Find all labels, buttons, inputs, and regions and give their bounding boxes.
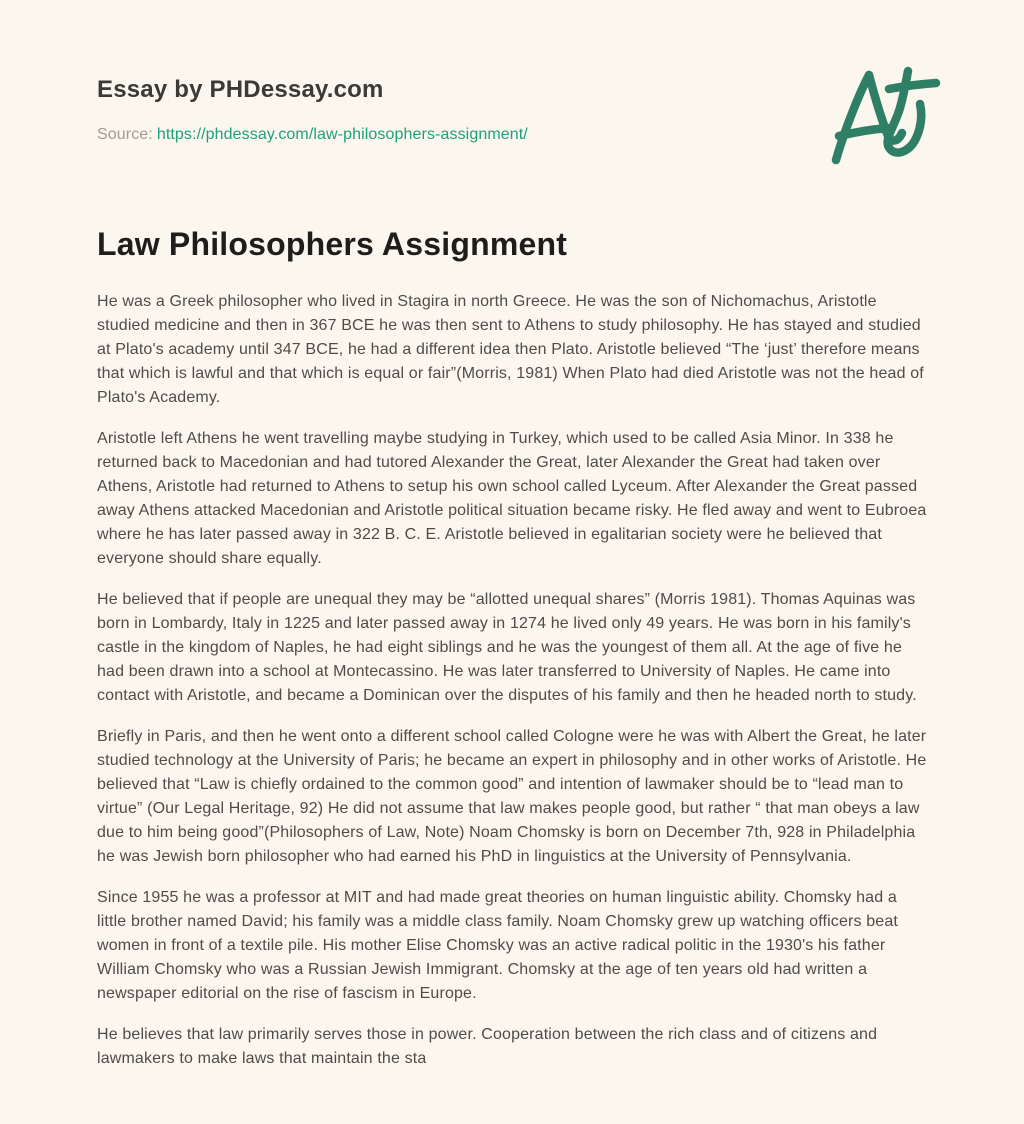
content-column (97, 0, 927, 1088)
paragraph: Since 1955 he was a professor at MIT and had made great theories on human linguistic ability. Chomsky had a little brother named David; his family was a middle class family. Noam Chomsky grew up watching officers beat women in front of a textile pile. His mother Elise Chomsky was an active radical politic in the 1930's his father William Chomsky who was a Russian Jewish Immigrant. Chomsky at the age of ten years old had written a newspaper editorial on the rise of fascism in Europe. (97, 889, 898, 1002)
source-url-link[interactable]: https://phdessay.com/law-philosophers-assignment/ (156, 126, 528, 143)
paragraph: He believes that law primarily serves those in power. Cooperation between the rich class and of citizens and lawmakers to make laws that maintain the sta (97, 1026, 878, 1067)
paragraph: He was a Greek philosopher who lived in Stagira in north Greece. He was the son of Nichomachus, Aristotle studied medicine and then in 367 BCE he was then sent to Athens to study philosophy. He has stayed and studied at Plato's academy until 347 BCE, he had a different idea then Plato. Aristotle believed “The ‘just’ therefore means that which is lawful and that which is equal or fair”(Morris, 1981) When Plato had died Aristotle was not the head of Plato's Academy. (97, 293, 924, 406)
paragraph: Briefly in Paris, and then he went onto a different school called Cologne were he was with Albert the Great, he later studied technology at the University of Paris; he became an expert in philosophy and in other works of Aristotle. He believed that “Law is chiefly ordained to the common good” and intention of lawmaker should be to “lead man to virtue” (Our Legal Heritage, 92) He did not assume that law makes people good, but rather “ that man obeys a law due to him being good”(Philosophers of Law, Note) Noam Chomsky is born on December 7th, 928 in Philadelphia he was Jewish born philosopher who had earned his PhD in linguistics at the University of Pennsylvania. (97, 728, 927, 865)
paragraph: He believed that if people are unequal they may be “allotted unequal shares” (Morris 1981). Thomas Aquinas was born in Lombardy, Italy in 1225 and later passed away in 1274 he lived only 49 years. He was born in his family's castle in the kingdom of Naples, he had eight siblings and he was the youngest of them all. At the age of five he had been drawn into a school at Montecassino. He was later transferred to University of Naples. He came into contact with Aristotle, and became a Dominican over the disputes of his family and then he headed north to study. (97, 591, 917, 704)
source-label: Source: (97, 126, 153, 143)
essay-byline: Essay by PHDessay.com (97, 76, 384, 103)
paragraph: Aristotle left Athens he went travelling maybe studying in Turkey, which used to be called Asia Minor. In 338 he returned back to Macedonian and had tutored Alexander the Great, later Alexander the Great had taken over Athens, Aristotle had returned to Athens to setup his own school called Lyceum. After Alexander the Great passed away Athens attacked Macedonian and Aristotle political situation became risky. He fled away and went to Eubroea where he has later passed away in 322 B. C. E. Aristotle believed in egalitarian society were he believed that everyone should share equally. (97, 430, 927, 567)
source-line (97, 126, 927, 144)
page-title: Law Philosophers Assignment (97, 226, 568, 262)
essay-body (97, 290, 927, 1071)
